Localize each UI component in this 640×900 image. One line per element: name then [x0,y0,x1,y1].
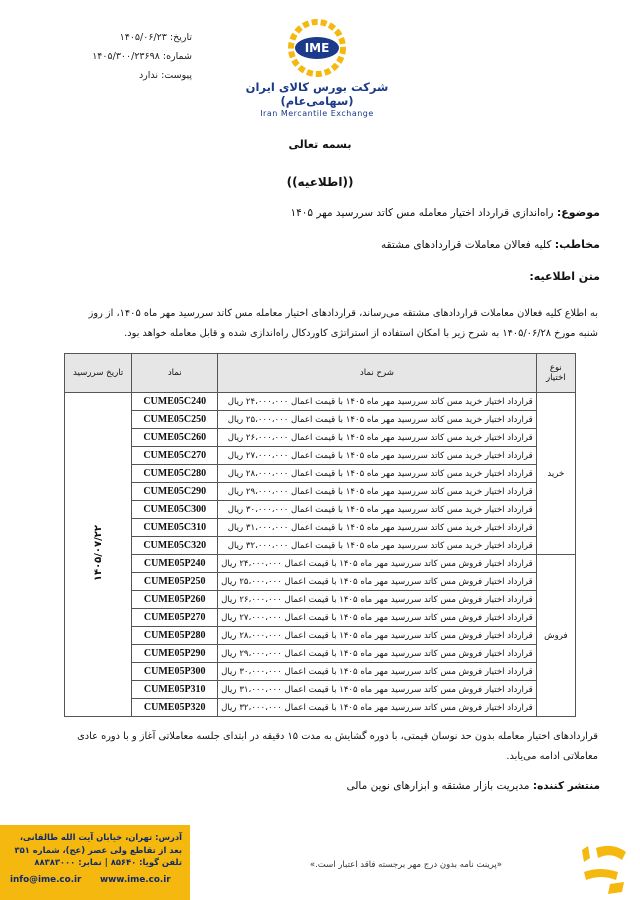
contract-desc-cell: قرارداد اختیار خرید مس کاتد سررسید مهر ماه ۱۴۰۵ با قیمت اعمال ۲۸،۰۰۰،۰۰۰ ریال [218,465,537,483]
contract-desc-cell: قرارداد اختیار فروش مس کاتد سررسید مهر ماه ۱۴۰۵ با قیمت اعمال ۲۷،۰۰۰،۰۰۰ ریال [218,609,537,627]
address-line-2: بعد از تقاطع ولی عصر (عج)، شماره ۳۵۱ [14,844,182,855]
email-link[interactable]: info@ime.co.ir [10,875,82,885]
basmala: بسمه تعالی [288,138,352,151]
contract-symbol-cell: CUME05P240 [132,555,218,573]
contract-desc-cell: قرارداد اختیار فروش مس کاتد سررسید مهر ماه ۱۴۰۵ با قیمت اعمال ۲۴،۰۰۰،۰۰۰ ریال [218,555,537,573]
date-line [52,28,192,47]
contract-symbol-cell: CUME05C320 [132,537,218,555]
attachment-label: پیوست: [161,70,192,81]
option-type-cell: فروش [536,555,575,717]
table-row [65,537,576,555]
stamp-note: «پرینت نامه بدون درج مهر برجسته فاقد اعتبار است.» [309,860,502,870]
header-type: نوع اختیار [536,354,575,393]
contract-symbol-cell: CUME05P260 [132,591,218,609]
table-row [65,429,576,447]
body-line-1: به اطلاع کلیه فعالان معاملات قراردادهای مشتقه می‌رساند، قراردادهای اختیار معامله مس کاتد سررسید مهر ماه ۱۴۰۵، از روز [88,308,598,319]
contract-symbol-cell: CUME05C260 [132,429,218,447]
table-row [65,663,576,681]
audience-text: کلیه فعالان معاملات قراردادهای مشتقه [380,239,552,251]
body-line-2: شنبه مورخ ۱۴۰۵/۰۶/۲۸ به شرح زیر با امکان استفاده از استراتژی کاوردکال راه‌اندازی شده و قابل معامله خواهد بود. [124,328,598,339]
contract-symbol-cell: CUME05P270 [132,609,218,627]
footer-line-2: معاملاتی ادامه می‌یابد. [506,751,598,762]
logo-text: IME [304,41,330,55]
table-header-row [65,354,576,393]
table-row [65,681,576,699]
contract-symbol-cell: CUME05P310 [132,681,218,699]
table-row [65,483,576,501]
table-row [65,573,576,591]
option-type-cell: خرید [536,393,575,555]
header-symbol: نماد [132,354,218,393]
table-row [65,627,576,645]
company-logo [232,18,402,128]
number-value: ۱۴۰۵/۳۰۰/۲۳۶۹۸ [92,51,160,62]
table-row [65,393,576,411]
contract-symbol-cell: CUME05C270 [132,447,218,465]
contract-symbol-cell: CUME05C310 [132,519,218,537]
subject-text: راه‌اندازی قرارداد اختیار معامله مس کاتد سررسید مهر ۱۴۰۵ [290,207,554,219]
contract-symbol-cell: CUME05C300 [132,501,218,519]
contract-desc-cell: قرارداد اختیار خرید مس کاتد سررسید مهر ماه ۱۴۰۵ با قیمت اعمال ۲۷،۰۰۰،۰۰۰ ریال [218,447,537,465]
audience-line [40,238,600,251]
contract-symbol-cell: CUME05P320 [132,699,218,717]
contract-desc-cell: قرارداد اختیار خرید مس کاتد سررسید مهر ماه ۱۴۰۵ با قیمت اعمال ۲۶،۰۰۰،۰۰۰ ریال [218,429,537,447]
table-row [65,519,576,537]
table-row [65,699,576,717]
notice-title: ((اطلاعیه)) [286,175,354,189]
contract-desc-cell: قرارداد اختیار فروش مس کاتد سررسید مهر ماه ۱۴۰۵ با قیمت اعمال ۲۹،۰۰۰،۰۰۰ ریال [218,645,537,663]
subject-label: موضوع: [556,206,600,219]
contract-symbol-cell: CUME05P290 [132,645,218,663]
table-row [65,411,576,429]
publisher-label: منتشر کننده: [532,780,600,792]
company-name-fa: شرکت بورس کالای ایران (سهامی‌عام) [245,80,389,108]
body-label: متن اطلاعیه: [529,270,600,283]
body-heading [40,270,600,283]
contract-desc-cell: قرارداد اختیار خرید مس کاتد سررسید مهر ماه ۱۴۰۵ با قیمت اعمال ۲۹،۰۰۰،۰۰۰ ریال [218,483,537,501]
table-row [65,591,576,609]
table-body [65,393,576,717]
footer-line-1: قراردادهای اختیار معامله بدون حد نوسان قیمتی، با دوره گشایش به مدت ۱۵ دقیقه در ابتدای جلسه معاملاتی آغاز و با دوره عادی [77,731,598,742]
publisher-line [346,780,600,792]
contract-symbol-cell: CUME05C240 [132,393,218,411]
contract-symbol-cell: CUME05P280 [132,627,218,645]
contract-symbol-cell: CUME05C280 [132,465,218,483]
header-desc: شرح نماد [218,354,537,393]
contracts-table [64,353,576,717]
letter-meta [52,28,192,85]
table-row [65,645,576,663]
contract-symbol-cell: CUME05P300 [132,663,218,681]
attachment-line [52,66,192,85]
body-paragraph [38,304,598,344]
attachment-value: ندارد [138,70,159,81]
table-row [65,555,576,573]
kala-khabar-logo-icon [574,838,634,898]
table-row [65,501,576,519]
date-label: تاریخ: [169,32,192,43]
footer-paragraph [38,727,598,767]
contract-desc-cell: قرارداد اختیار خرید مس کاتد سررسید مهر ماه ۱۴۰۵ با قیمت اعمال ۳۲،۰۰۰،۰۰۰ ریال [218,537,537,555]
table-row [65,465,576,483]
contract-desc-cell: قرارداد اختیار خرید مس کاتد سررسید مهر ماه ۱۴۰۵ با قیمت اعمال ۳۱،۰۰۰،۰۰۰ ریال [218,519,537,537]
contract-symbol-cell: CUME05C250 [132,411,218,429]
address-line-3: تلفن گویا: ۸۵۶۴۰ | نمابر: ۸۸۳۸۳۰۰۰ [34,857,182,867]
ime-logo-icon [287,18,347,78]
publisher-text: مدیریت بازار مشتقه و ابزارهای نوین مالی [346,780,530,792]
address-line-1: آدرس: تهران، خیابان آیت الله طالقانی، [19,832,182,842]
number-label: شماره: [162,51,192,62]
contract-desc-cell: قرارداد اختیار فروش مس کاتد سررسید مهر ماه ۱۴۰۵ با قیمت اعمال ۳۰،۰۰۰،۰۰۰ ریال [218,663,537,681]
company-name-en: Iran Mercantile Exchange [260,109,374,118]
contact-links [0,873,640,891]
contract-desc-cell: قرارداد اختیار فروش مس کاتد سررسید مهر ماه ۱۴۰۵ با قیمت اعمال ۳۲،۰۰۰،۰۰۰ ریال [218,699,537,717]
audience-label: مخاطب: [554,238,600,251]
header-date: تاریخ سررسید [65,354,132,393]
table-row [65,447,576,465]
contract-desc-cell: قرارداد اختیار خرید مس کاتد سررسید مهر ماه ۱۴۰۵ با قیمت اعمال ۳۰،۰۰۰،۰۰۰ ریال [218,501,537,519]
contract-symbol-cell: CUME05P250 [132,573,218,591]
subject-line [40,206,600,219]
number-line [52,47,192,66]
contract-desc-cell: قرارداد اختیار فروش مس کاتد سررسید مهر ماه ۱۴۰۵ با قیمت اعمال ۲۵،۰۰۰،۰۰۰ ریال [218,573,537,591]
date-value: ۱۴۰۵/۰۶/۲۳ [119,32,167,43]
contract-desc-cell: قرارداد اختیار خرید مس کاتد سررسید مهر ماه ۱۴۰۵ با قیمت اعمال ۲۵،۰۰۰،۰۰۰ ریال [218,411,537,429]
expiry-date-cell [65,393,132,717]
contract-desc-cell: قرارداد اختیار خرید مس کاتد سررسید مهر ماه ۱۴۰۵ با قیمت اعمال ۲۴،۰۰۰،۰۰۰ ریال [218,393,537,411]
contract-desc-cell: قرارداد اختیار فروش مس کاتد سررسید مهر ماه ۱۴۰۵ با قیمت اعمال ۲۶،۰۰۰،۰۰۰ ریال [218,591,537,609]
contract-desc-cell: قرارداد اختیار فروش مس کاتد سررسید مهر ماه ۱۴۰۵ با قیمت اعمال ۲۸،۰۰۰،۰۰۰ ریال [218,627,537,645]
contract-symbol-cell: CUME05C290 [132,483,218,501]
table-row [65,609,576,627]
website-link[interactable]: www.ime.co.ir [100,875,171,885]
expiry-date-text: ۱۴۰۵/۰۷/۲۲ [92,524,104,582]
contract-desc-cell: قرارداد اختیار فروش مس کاتد سررسید مهر ماه ۱۴۰۵ با قیمت اعمال ۳۱،۰۰۰،۰۰۰ ریال [218,681,537,699]
